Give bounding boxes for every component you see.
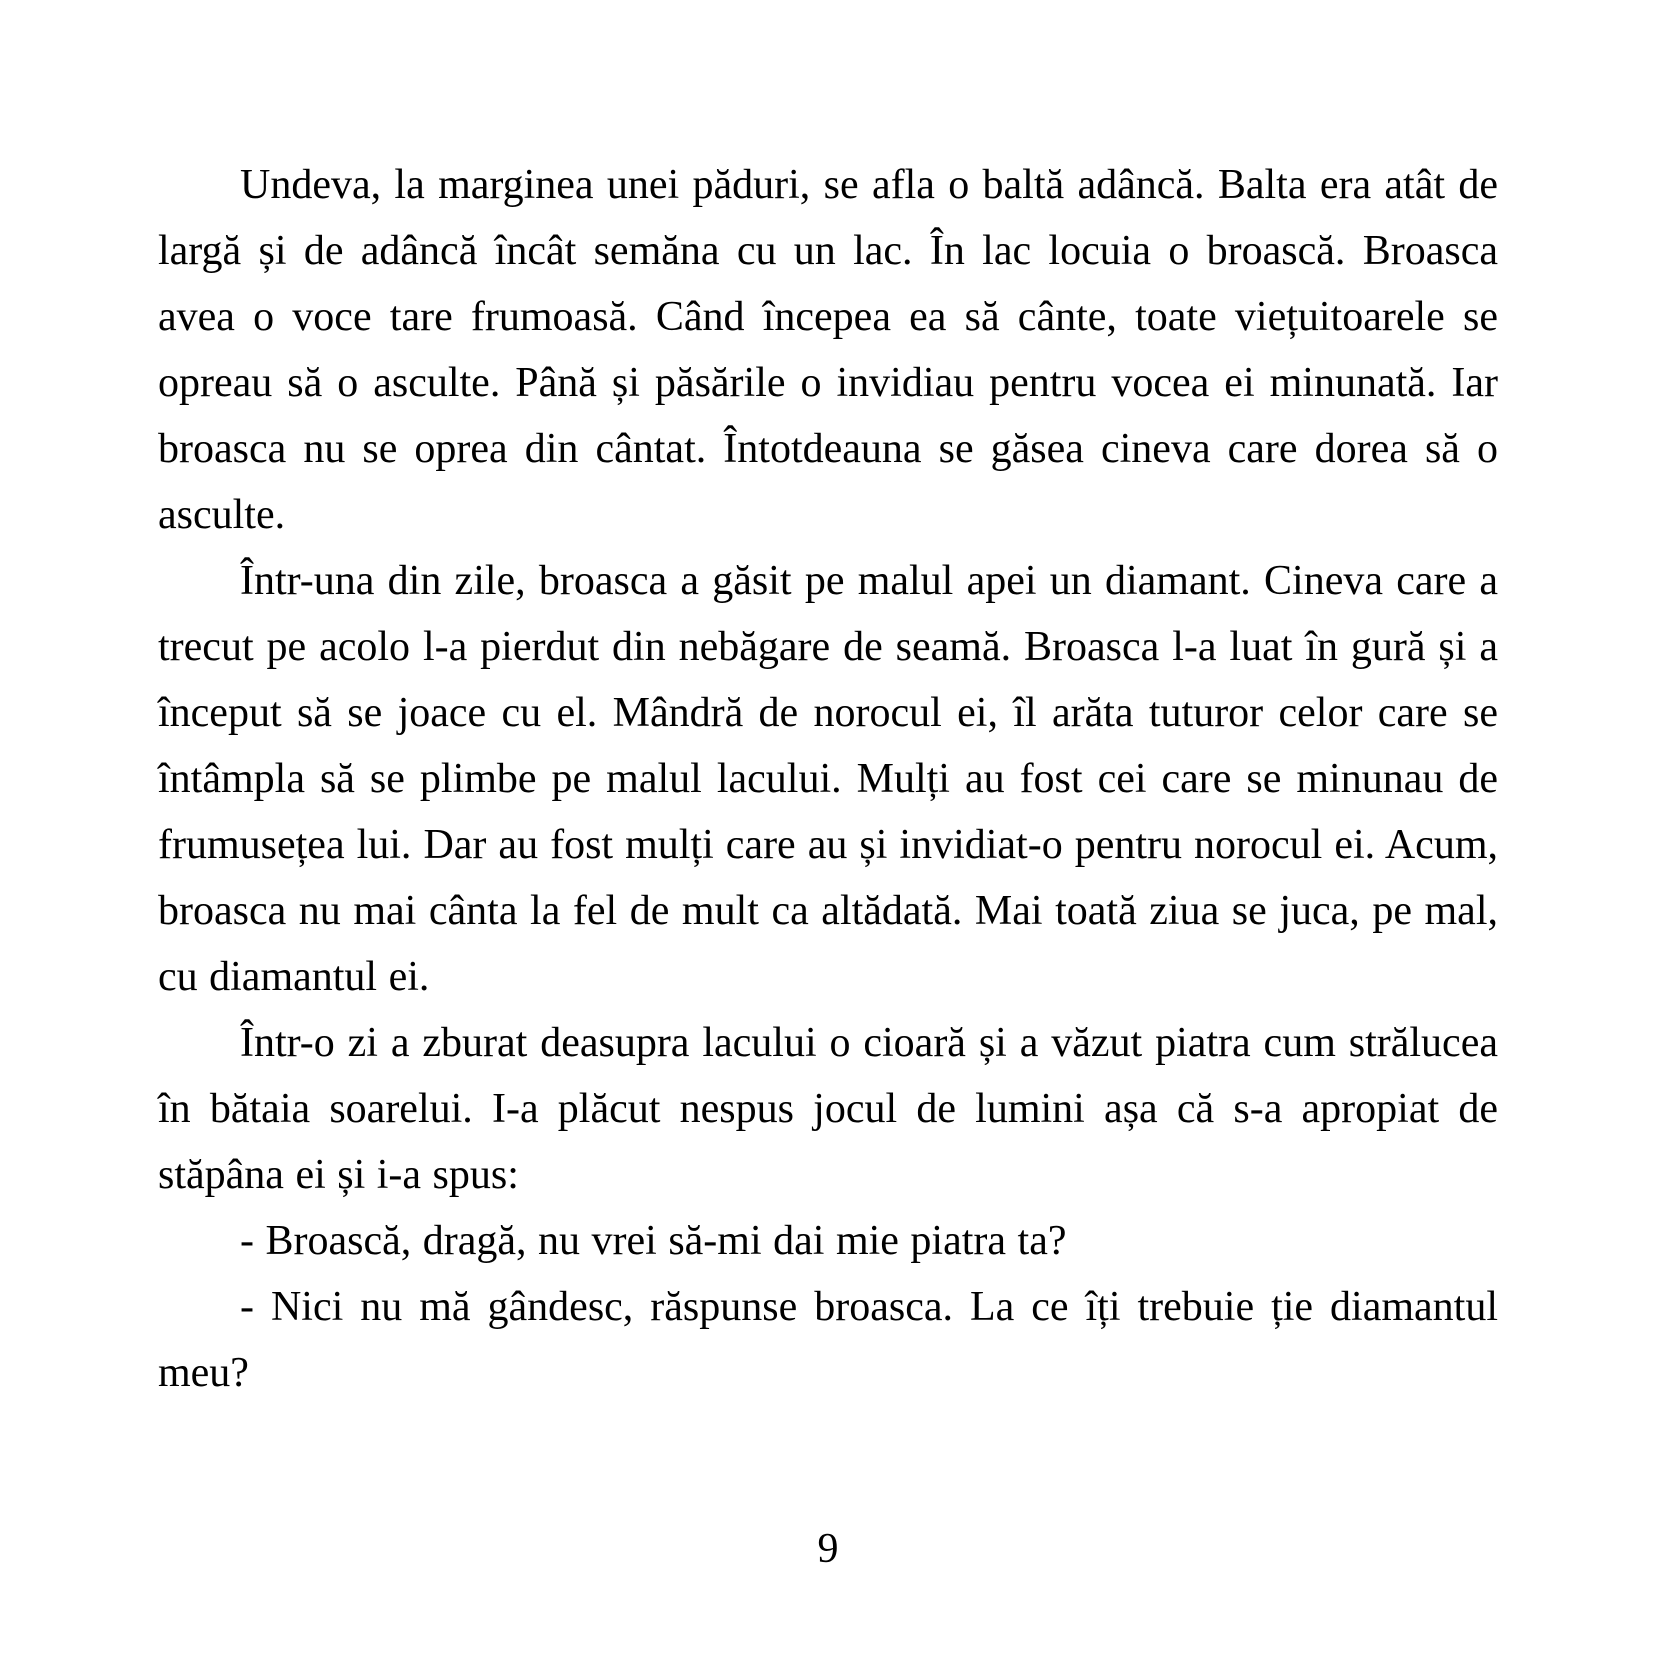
story-paragraph-2: Într-una din zile, broasca a găsit pe malul apei un diamant. Cineva care a trecut pe acolo l-a pierdut din nebăgare de seamă. Broasca l-a luat în gură și a început să se joace cu el. Mândră de norocul ei, îl arăta tuturor celor care se întâmpla să se plimbe pe malul lacului. Mulți au fost cei care se minunau de frumusețea lui. Dar au fost mulți care au și invidiat-o pentru norocul ei. Acum, broasca nu mai cânta la fel de mult ca altădată. Mai toată ziua se juca, pe mal, cu diamantul ei.: [158, 558, 1498, 1000]
dialogue-line-crow: - Broască, dragă, nu vrei să-mi dai mie piatra ta?: [240, 1218, 1067, 1264]
dialogue-line-frog: - Nici nu mă gândesc, răspunse broasca. La ce îți trebuie ție diamantul meu?: [158, 1284, 1498, 1396]
story-paragraph-1: Undeva, la marginea unei păduri, se afla o baltă adâncă. Balta era atât de largă și de adâncă încât semăna cu un lac. În lac locuia o broască. Broasca avea o voce tare frumoasă. Când începea ea să cânte, toate viețuitoarele se opreau să o asculte. Până și păsările o invidiau pentru vocea ei minunată. Iar broasca nu se oprea din cântat. Întotdeauna se găsea cineva care dorea să o asculte.: [158, 162, 1498, 538]
story-paragraph-3: Într-o zi a zburat deasupra lacului o cioară și a văzut piatra cum strălucea în bătaia soarelui. I-a plăcut nespus jocul de lumini așa că s-a apropiat de stăpâna ei și i-a spus:: [158, 1020, 1498, 1198]
page-number: 9: [817, 1526, 839, 1572]
story-text-block: [158, 152, 1498, 1406]
